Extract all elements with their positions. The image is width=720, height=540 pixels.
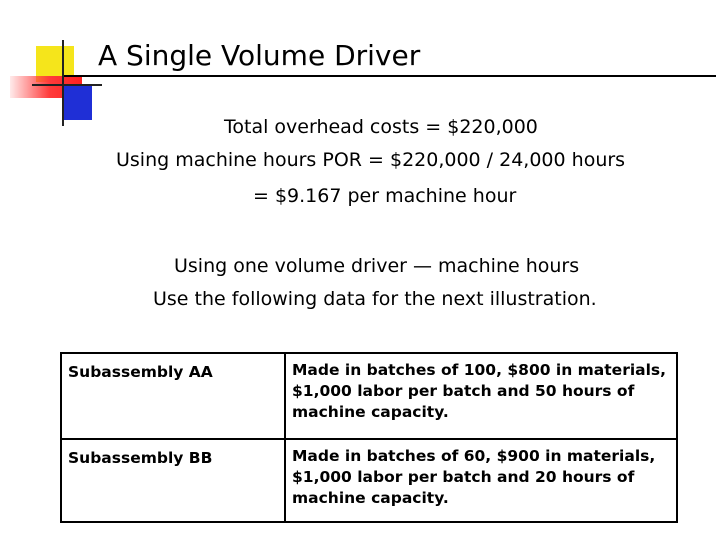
rate-result-line: = $9.167 per machine hour: [253, 185, 517, 207]
page-title: A Single Volume Driver: [98, 39, 421, 72]
table-row: [61, 353, 677, 439]
logo-horizontal-line: [32, 84, 102, 86]
subassembly-label: Subassembly AA: [61, 353, 285, 439]
subassembly-table: [60, 352, 678, 523]
overhead-costs-line: Total overhead costs = $220,000: [224, 116, 538, 138]
table-row: [61, 439, 677, 522]
subassembly-label: Subassembly BB: [61, 439, 285, 522]
title-divider: [64, 75, 716, 77]
por-calculation-line: Using machine hours POR = $220,000 / 24,000 hours: [116, 149, 626, 171]
logo-blue-square: [64, 86, 92, 120]
subassembly-description: Made in batches of 60, $900 in materials, $1,000 labor per batch and 20 hours of machine capacity.: [285, 439, 677, 522]
logo-vertical-line: [62, 40, 64, 126]
subassembly-description: Made in batches of 100, $800 in materials, $1,000 labor per batch and 50 hours of machine capacity.: [285, 353, 677, 439]
illustration-intro-line: Use the following data for the next illustration.: [153, 288, 597, 310]
slide-corner-logo-icon: [0, 0, 110, 130]
volume-driver-line: Using one volume driver — machine hours: [174, 255, 580, 277]
